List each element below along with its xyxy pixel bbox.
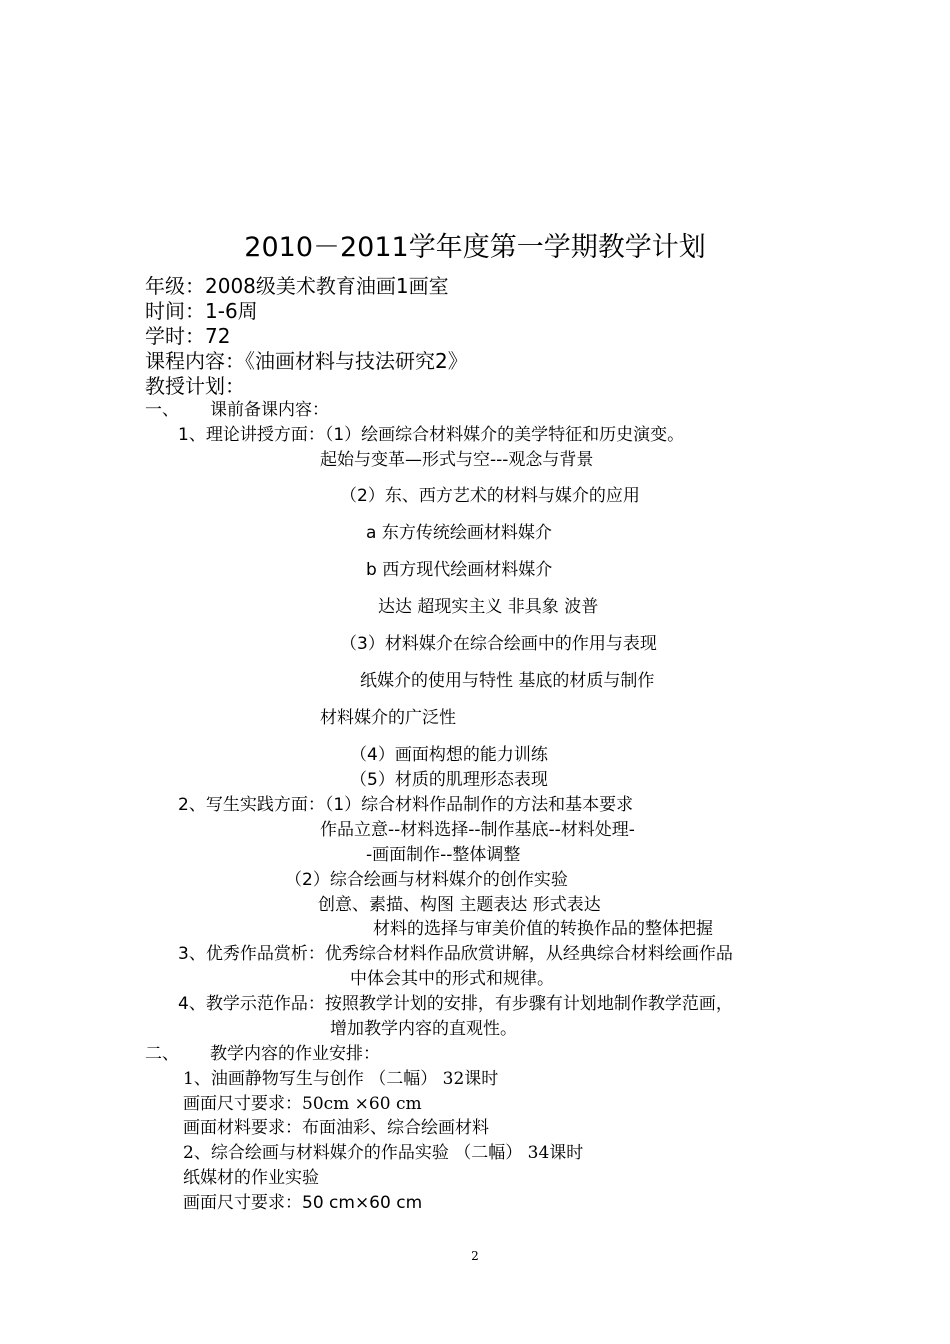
page-number: 2	[471, 1249, 479, 1263]
appreciation-line2: 中体会其中的形式和规律。	[350, 969, 554, 989]
theory-intro: 1、理论讲授方面：（1）绘画综合材料媒介的美学特征和历史演变。	[178, 425, 685, 445]
theory-sub1: 起始与变革—形式与空---观念与背景	[320, 450, 594, 470]
demo-line1: 4、教学示范作品：按照教学计划的安排，有步骤有计划地制作教学范画，	[178, 994, 733, 1014]
theory-item2a: a 东方传统绘画材料媒介	[366, 523, 552, 543]
section2-number: 二、	[145, 1044, 179, 1064]
practice-sub1a: 作品立意--材料选择--制作基底--材料处理-	[320, 820, 635, 840]
task1-material: 画面材料要求：布面油彩、综合绘画材料	[183, 1118, 489, 1138]
section2-heading: 教学内容的作业安排：	[210, 1044, 380, 1064]
task2-line: 2、综合绘画与材料媒介的作品实验 （二幅） 34课时	[183, 1143, 584, 1163]
demo-line2: 增加教学内容的直观性。	[330, 1019, 517, 1039]
task1-line: 1、油画静物写生与创作 （二幅） 32课时	[183, 1069, 499, 1089]
section1-number: 一、	[145, 400, 179, 420]
section1-heading: 课前备课内容：	[210, 400, 329, 420]
plan-line: 教授计划：	[145, 374, 245, 398]
course-line: 课程内容：《油画材料与技法研究2》	[145, 349, 468, 373]
practice-item2-detail2: 材料的选择与审美价值的转换作品的整体把握	[373, 919, 713, 939]
practice-item2-detail: 创意、素描、构图 主题表达 形式表达	[318, 895, 601, 915]
theory-item2b-detail: 达达 超现实主义 非具象 波普	[378, 597, 599, 617]
theory-item2b: b 西方现代绘画材料媒介	[366, 560, 553, 580]
theory-item4: （4）画面构想的能力训练	[350, 745, 548, 765]
theory-item3: （3）材料媒介在综合绘画中的作用与表现	[340, 634, 657, 654]
appreciation-line1: 3、优秀作品赏析：优秀综合材料作品欣赏讲解，从经典综合材料绘画作品	[178, 944, 733, 964]
task1-size: 画面尺寸要求：50cm ×60 cm	[183, 1094, 422, 1114]
theory-item3-detail2: 材料媒介的广泛性	[320, 708, 456, 728]
theory-item5: （5）材质的肌理形态表现	[350, 770, 548, 790]
theory-item2: （2）东、西方艺术的材料与媒介的应用	[340, 486, 640, 506]
document-title: 2010－2011学年度第一学期教学计划	[244, 232, 706, 263]
practice-item2: （2）综合绘画与材料媒介的创作实验	[285, 870, 568, 890]
task2-size: 画面尺寸要求：50 cm×60 cm	[183, 1193, 423, 1213]
practice-sub1b: -画面制作--整体调整	[366, 845, 521, 865]
task2-sub: 纸媒材的作业实验	[183, 1168, 319, 1188]
practice-intro: 2、写生实践方面：（1）综合材料作品制作的方法和基本要求	[178, 795, 634, 815]
time-line: 时间：1-6周	[145, 299, 258, 323]
grade-line: 年级：2008级美术教育油画1画室	[145, 274, 449, 298]
theory-item3-detail: 纸媒介的使用与特性 基底的材质与制作	[360, 671, 655, 691]
hours-line: 学时：72	[145, 324, 231, 348]
